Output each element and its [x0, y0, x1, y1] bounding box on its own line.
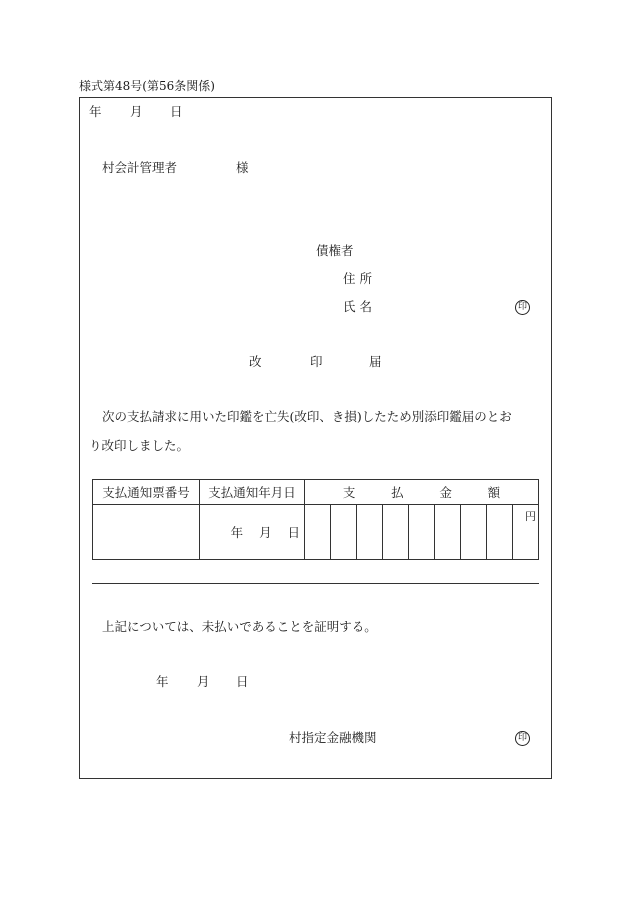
seal-icon: 印: [515, 300, 530, 315]
amount-digit-cell: [331, 505, 357, 560]
seal-icon: 印: [515, 731, 530, 746]
cert-date-month: 月: [197, 674, 210, 689]
creditor-address-label: 住 所: [343, 271, 372, 286]
creditor-name-label: 氏 名: [343, 299, 372, 314]
row-date-day: 日: [287, 525, 300, 540]
amount-digit-cell: [409, 505, 435, 560]
addressee-honorific: 様: [236, 160, 249, 175]
title-char-1: 改: [249, 354, 262, 369]
header-notice-number: 支払通知票番号: [93, 480, 200, 505]
date-year-label: 年: [89, 104, 102, 119]
cert-date-year: 年: [156, 674, 169, 689]
amount-header-char-3: 金: [439, 485, 452, 500]
institution-name: 村指定金融機関: [289, 730, 377, 745]
title-char-2: 印: [310, 354, 323, 369]
cell-notice-number: [93, 505, 200, 560]
title-char-3: 届: [369, 354, 382, 369]
body-text-line1: 次の支払請求に用いた印鑑を亡失(改印、き損)したため別添印鑑届のとお: [102, 409, 512, 424]
header-notice-date: 支払通知年月日: [200, 480, 305, 505]
amount-header-char-4: 額: [487, 485, 501, 500]
creditor-title: 債権者: [316, 243, 354, 258]
addressee-name: 村会計管理者: [102, 160, 178, 175]
row-date-month: 月: [259, 525, 272, 540]
cell-notice-date: [200, 505, 305, 560]
header-amount: [305, 480, 539, 505]
amount-digit-cell: [487, 505, 513, 560]
creditor-seal-mark: [515, 299, 530, 315]
amount-digit-cell-last: [513, 505, 539, 560]
date-day-label: 日: [170, 104, 183, 119]
certification-text: 上記については、未払いであることを証明する。: [102, 619, 377, 634]
amount-digit-cell: [435, 505, 461, 560]
divider-line: [92, 583, 539, 584]
institution-seal-mark: [515, 730, 530, 746]
amount-digit-cell: [305, 505, 331, 560]
row-date-year: 年: [230, 525, 244, 540]
amount-digit-cell: [383, 505, 409, 560]
cert-date-day: 日: [236, 674, 249, 689]
date-month-label: 月: [130, 104, 143, 119]
form-number: 様式第48号(第56条関係): [79, 79, 215, 93]
amount-header-char-1: 支: [342, 485, 356, 500]
amount-header-char-2: 払: [391, 485, 404, 500]
amount-digit-cell: [461, 505, 487, 560]
payment-table: [92, 479, 539, 560]
yen-unit: 円: [525, 510, 536, 523]
body-text-line2: り改印しました。: [89, 438, 190, 453]
amount-digit-cell: [357, 505, 383, 560]
